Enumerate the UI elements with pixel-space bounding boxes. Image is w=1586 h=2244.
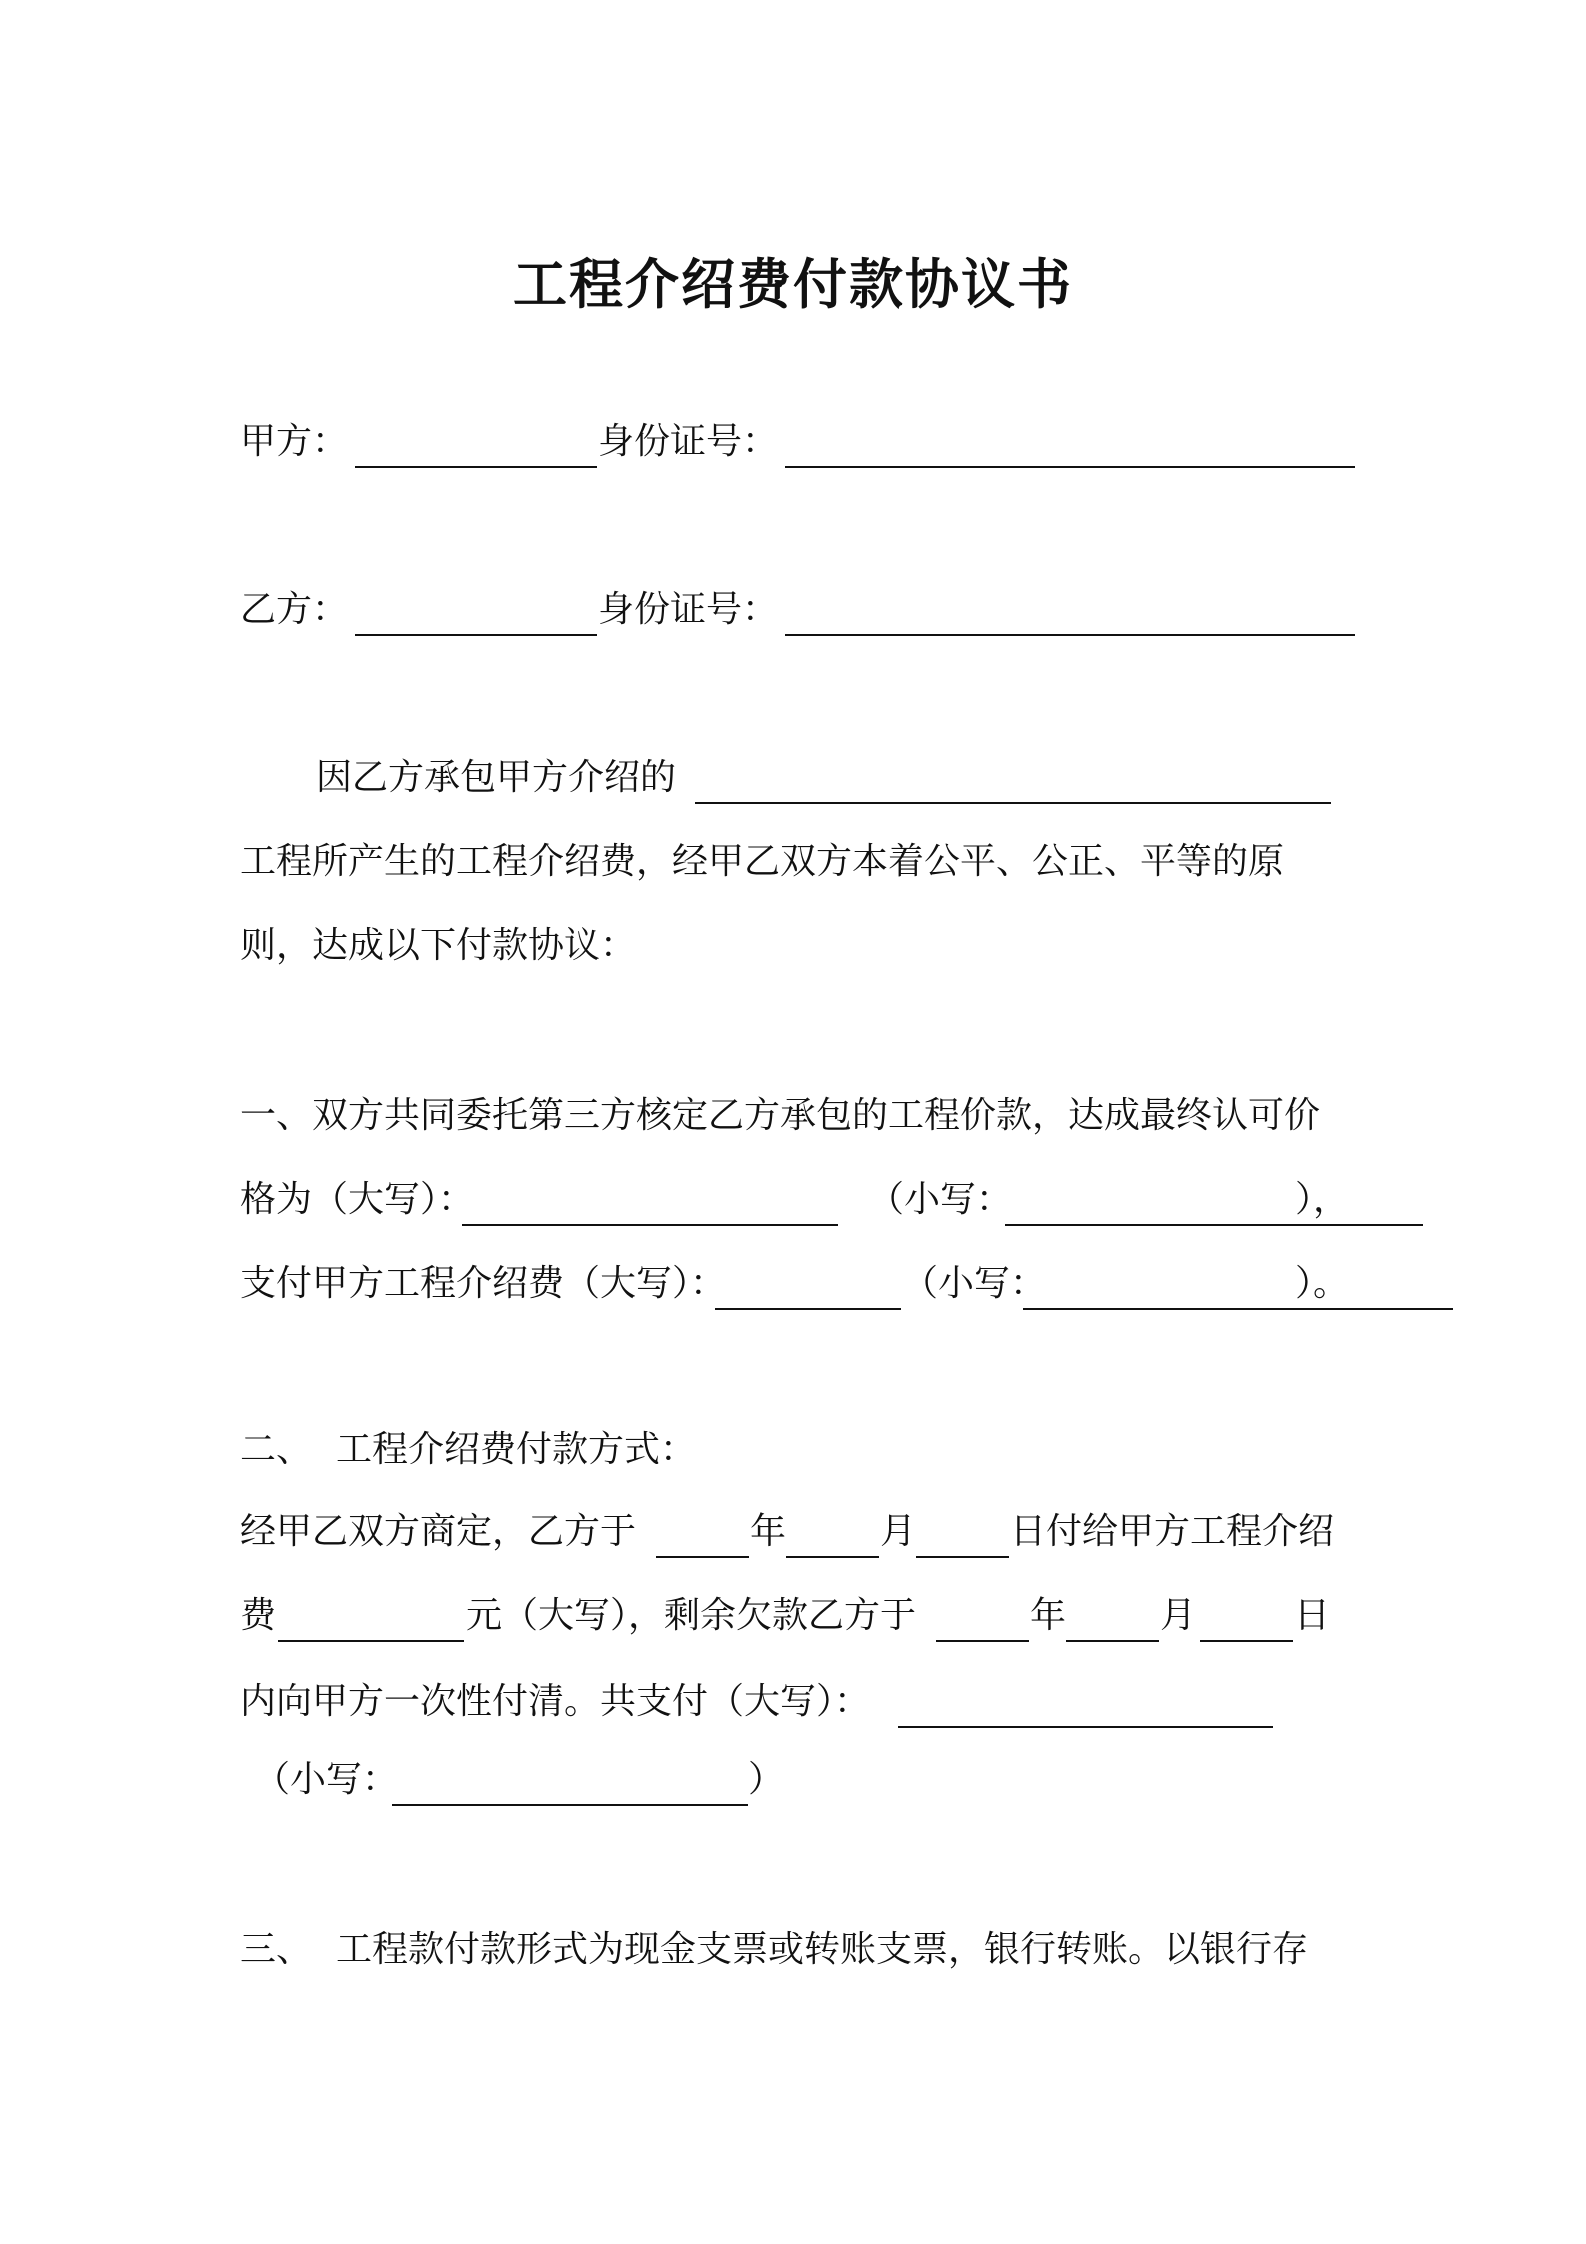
party-a-label: 甲方： [240,421,349,462]
clause2-year-label: 年 [750,1511,787,1552]
total-capital-blank[interactable] [898,1726,1273,1728]
balance-month-blank[interactable] [1066,1640,1159,1642]
clause1-price-label: 格为（大写）： [240,1179,475,1220]
clause2-text-1b: 日付给甲方工程介绍 [1010,1511,1335,1552]
project-name-blank[interactable] [695,802,1331,804]
party-b-name-blank[interactable] [355,634,597,636]
party-b-label: 乙方： [240,589,349,630]
price-capital-blank[interactable] [462,1224,838,1226]
clause2-text-2a: 费 [240,1595,277,1636]
price-small-blank[interactable] [1005,1224,1423,1226]
clause2-heading-text: 工程介绍费付款方式： [336,1429,697,1470]
document-title: 工程介绍费付款协议书 [513,253,1073,316]
balance-year-blank[interactable] [936,1640,1029,1642]
clause2-heading-num: 二、 [240,1429,313,1470]
clause1-fee-label: 支付甲方工程介绍费（大写）： [240,1263,727,1304]
clause2-month2-label: 月 [1160,1595,1197,1636]
pay-year-blank[interactable] [656,1556,749,1558]
party-a-id-label: 身份证号： [598,421,779,462]
clause1-text-1: 一、双方共同委托第三方核定乙方承包的工程价款，达成最终认可价 [240,1095,1321,1136]
pay-day-blank[interactable] [916,1556,1009,1558]
party-b-id-label: 身份证号： [598,589,779,630]
clause2-text-3: 内向甲方一次性付清。共支付（大写）： [240,1681,871,1722]
clause1-fee-small-label: （小写： [902,1263,1047,1304]
clause1-fee-close: ）。 [1295,1263,1350,1304]
clause3-num: 三、 [240,1929,313,1970]
clause2-month-label: 月 [880,1511,917,1552]
clause2-text-2b: 元（大写），剩余欠款乙方于 [466,1595,917,1636]
clause1-price-close: ）， [1295,1179,1350,1220]
clause2-small-label: （小写： [254,1759,399,1800]
intro-text-1: 因乙方承包甲方介绍的 [316,757,677,798]
intro-text-3: 则，达成以下付款协议： [240,925,637,966]
fee-capital-blank[interactable] [715,1308,901,1310]
clause2-year2-label: 年 [1030,1595,1067,1636]
balance-day-blank[interactable] [1200,1640,1293,1642]
clause3-text: 工程款付款形式为现金支票或转账支票，银行转账。以银行存 [336,1929,1309,1970]
total-small-blank[interactable] [392,1804,748,1806]
party-a-id-blank[interactable] [785,466,1355,468]
intro-text-2: 工程所产生的工程介绍费，经甲乙双方本着公平、公正、平等的原 [240,841,1285,882]
clause1-price-small-label: （小写： [868,1179,1013,1220]
party-b-id-blank[interactable] [785,634,1355,636]
clause2-text-1a: 经甲乙双方商定，乙方于 [240,1511,637,1552]
clause2-small-close: ） [748,1759,785,1800]
party-a-name-blank[interactable] [355,466,597,468]
fee-small-blank[interactable] [1023,1308,1453,1310]
clause2-day2-label: 日 [1294,1595,1331,1636]
advance-amount-blank[interactable] [278,1640,464,1642]
pay-month-blank[interactable] [786,1556,879,1558]
